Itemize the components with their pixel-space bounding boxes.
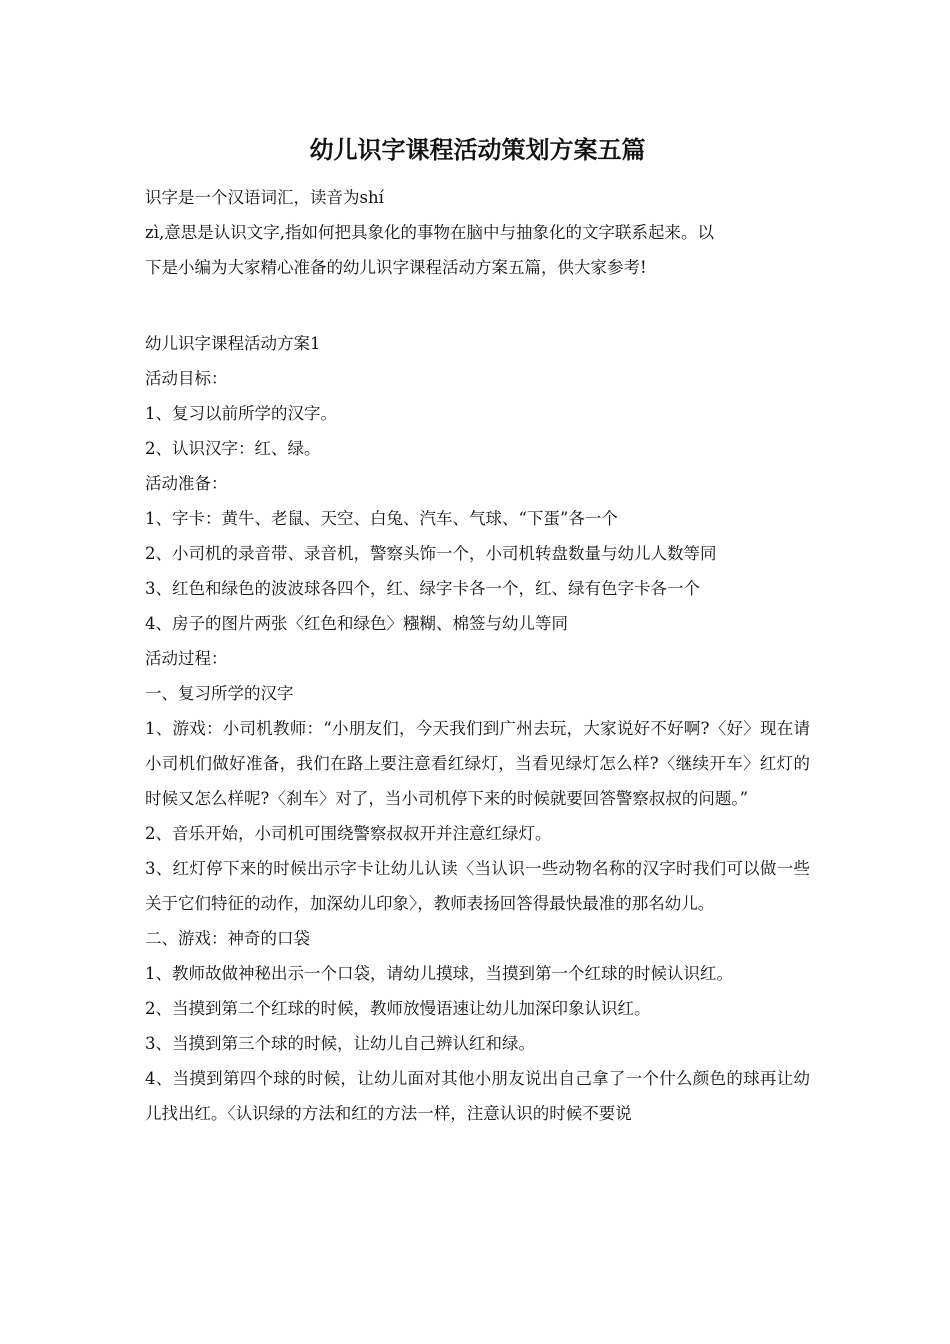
paragraph: 1、字卡：黄牛、老鼠、天空、白兔、汽车、气球、“下蛋”各一个 — [145, 509, 618, 528]
document-title: 幼儿识字课程活动策划方案五篇 — [309, 135, 646, 164]
intro-line: zì,意思是认识文字,指如何把具象化的事物在脑中与抽象化的文字联系起来。以 — [145, 223, 714, 242]
paragraph: 2、当摸到第二个红球的时候，教师放慢语速让幼儿加深印象认识红。 — [145, 999, 651, 1018]
subheading: 二、游戏：神奇的口袋 — [145, 929, 310, 948]
subheading: 活动过程： — [145, 649, 228, 668]
paragraph: 2、认识汉字：红、绿。 — [145, 439, 321, 458]
paragraph: 1、教师故做神秘出示一个口袋，请幼儿摸球，当摸到第一个红球的时候认识红。 — [145, 964, 733, 983]
paragraph: 1、复习以前所学的汉字。 — [145, 404, 337, 423]
paragraph: 3、当摸到第三个球的时候，让幼儿自己辨认红和绿。 — [145, 1034, 535, 1053]
paragraph: 1、游戏：小司机教师：“小朋友们，今天我们到广州去玩，大家说好不好啊?〈好〉现在请小司机们做好准备，我们在路上要注意看红绿灯，当看见绿灯怎么样?〈继续开车〉红灯的时候又怎么样呢?〈刹车〉对了，当小司机停下来的时候就要回答警察叔叔的问题。” — [145, 719, 810, 808]
paragraph: 3、红色和绿色的波波球各四个，红、绿字卡各一个，红、绿有色字卡各一个 — [145, 579, 700, 598]
intro-line: 识字是一个汉语词汇，读音为shí — [145, 188, 384, 207]
intro-section — [145, 180, 810, 285]
intro-line: 下是小编为大家精心准备的幼儿识字课程活动方案五篇，供大家参考! — [145, 258, 647, 277]
subheading: 活动准备： — [145, 474, 228, 493]
subheading: 活动目标： — [145, 369, 228, 388]
section-heading: 幼儿识字课程活动方案1 — [145, 334, 321, 353]
paragraph: 2、小司机的录音带、录音机，警察头饰一个，小司机转盘数量与幼儿人数等同 — [145, 544, 717, 563]
subheading: 一、复习所学的汉字 — [145, 684, 294, 703]
document-body — [145, 326, 810, 1131]
paragraph: 3、红灯停下来的时候出示字卡让幼儿认读〈当认识一些动物名称的汉字时我们可以做一些关于它们特征的动作，加深幼儿印象〉，教师表扬回答得最快最准的那名幼儿。 — [145, 859, 810, 913]
document-page — [145, 0, 810, 1344]
paragraph: 2、音乐开始，小司机可围绕警察叔叔开并注意红绿灯。 — [145, 824, 552, 843]
paragraph: 4、当摸到第四个球的时候，让幼儿面对其他小朋友说出自己拿了一个什么颜色的球再让幼儿找出红。〈认识绿的方法和红的方法一样，注意认识的时候不要说 — [145, 1069, 810, 1123]
paragraph: 4、房子的图片两张〈红色和绿色〉糨糊、棉签与幼儿等同 — [145, 614, 568, 633]
